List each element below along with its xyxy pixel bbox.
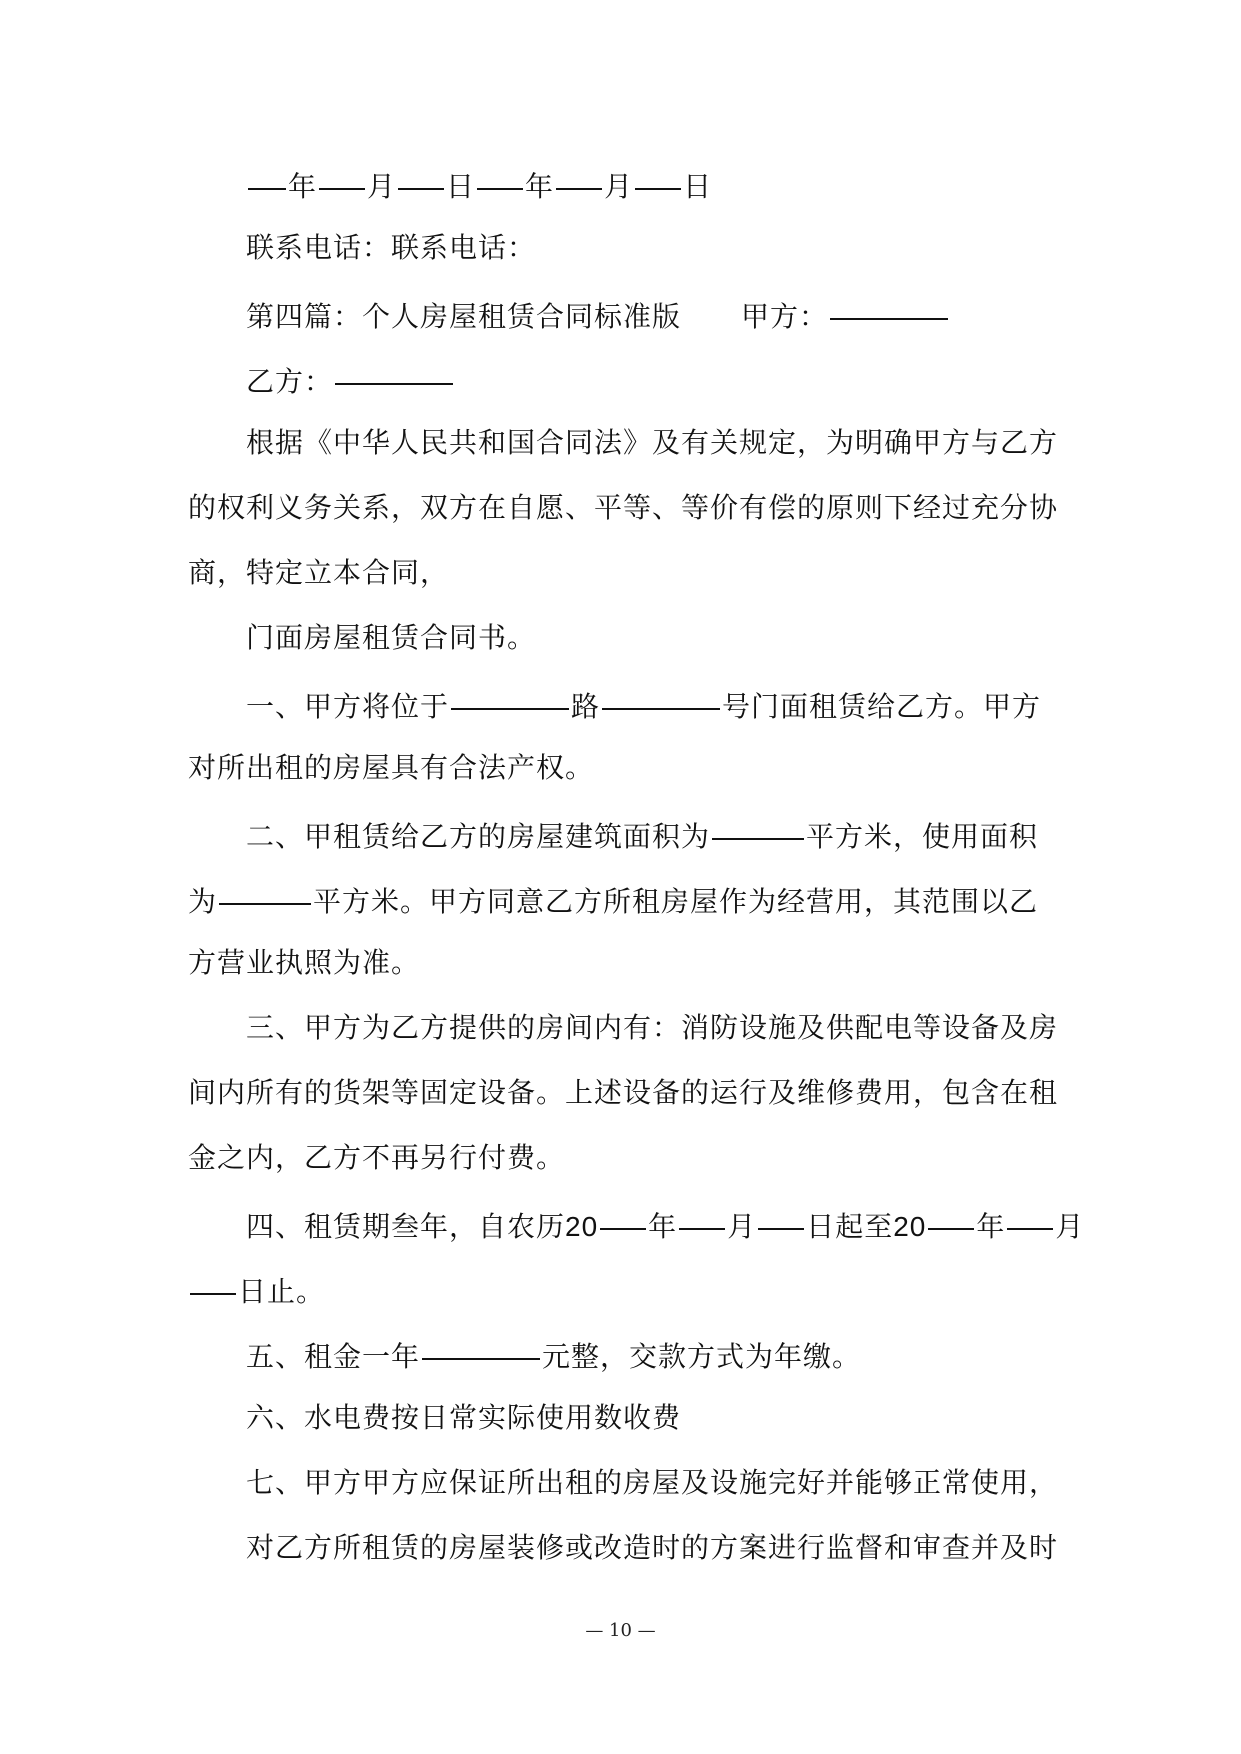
paragraph-line bbox=[188, 1133, 1068, 1198]
paragraph-line bbox=[188, 483, 1068, 548]
paragraph-text: 间内所有的货架等固定设备。上述设备的运行及维修费用，包含在租 bbox=[188, 1076, 1059, 1109]
date-unit: 日 bbox=[683, 170, 713, 203]
paragraph-text: 七、甲方甲方应保证所出租的房屋及设施完好并能够正常使用， bbox=[246, 1466, 1059, 1499]
clause-text: 二、甲租赁给乙方的房屋建筑面积为 bbox=[246, 820, 711, 853]
paragraph-text: 六、水电费按日常实际使用数收费 bbox=[246, 1401, 682, 1434]
party-b-line bbox=[188, 353, 1068, 418]
contract-heading-line bbox=[188, 613, 1068, 678]
date-unit: 年 bbox=[525, 170, 555, 203]
clause-3-line bbox=[188, 1003, 1068, 1068]
year-prefix: 20 bbox=[893, 1211, 927, 1242]
paragraph-text: 根据《中华人民共和国合同法》及有关规定，为明确甲方与乙方 bbox=[246, 426, 1059, 459]
clause-text: 一、甲方将位于 bbox=[246, 690, 450, 723]
contract-body bbox=[188, 158, 1085, 1588]
clause-text: 四、租赁期叁年，自农历 bbox=[246, 1210, 566, 1243]
paragraph-line bbox=[188, 1068, 1068, 1133]
blank-field bbox=[679, 1198, 725, 1230]
blank-field bbox=[319, 158, 365, 190]
year-prefix: 20 bbox=[565, 1211, 599, 1242]
blank-field bbox=[635, 158, 681, 190]
blank-field bbox=[422, 1328, 540, 1360]
date-unit: 年 bbox=[648, 1210, 678, 1243]
section-title: 第四篇：个人房屋租赁合同标准版 bbox=[246, 300, 682, 333]
date-unit: 年 bbox=[288, 170, 318, 203]
blank-field bbox=[398, 158, 444, 190]
paragraph-line bbox=[188, 938, 1068, 1003]
party-b-label: 乙方： bbox=[246, 365, 334, 398]
contract-heading: 门面房屋租赁合同书。 bbox=[246, 621, 537, 654]
blank-field bbox=[335, 353, 453, 385]
clause-1-line bbox=[188, 678, 1068, 743]
paragraph-line bbox=[188, 548, 1068, 613]
paragraph-text: 的权利义务关系，双方在自愿、平等、等价有偿的原则下经过充分协 bbox=[188, 491, 1059, 524]
date-unit: 日 bbox=[446, 170, 476, 203]
blank-field bbox=[928, 1198, 974, 1230]
paragraph-text: 金之内，乙方不再另行付费。 bbox=[188, 1141, 566, 1174]
clause-text: 为 bbox=[188, 885, 218, 918]
blank-field bbox=[600, 1198, 646, 1230]
date-unit: 年 bbox=[976, 1210, 1006, 1243]
date-line bbox=[188, 158, 1068, 223]
blank-field bbox=[758, 1198, 804, 1230]
paragraph-text: 商，特定立本合同， bbox=[188, 556, 450, 589]
clause-5-line bbox=[188, 1328, 1068, 1393]
blank-field bbox=[219, 873, 311, 905]
clause-text: 五、租金一年 bbox=[246, 1340, 421, 1373]
blank-field bbox=[830, 288, 948, 320]
paragraph-line bbox=[188, 743, 1068, 808]
date-unit: 月 bbox=[1055, 1210, 1085, 1243]
date-unit: 月 bbox=[604, 170, 634, 203]
section-title-line bbox=[188, 288, 1068, 353]
blank-field bbox=[556, 158, 602, 190]
blank-field bbox=[451, 678, 569, 710]
paragraph-text: 对所出租的房屋具有合法产权。 bbox=[188, 751, 595, 784]
paragraph-text: 三、甲方为乙方提供的房间内有：消防设施及供配电等设备及房 bbox=[246, 1011, 1059, 1044]
paragraph-line bbox=[188, 1523, 1068, 1588]
paragraph-line bbox=[188, 418, 1068, 483]
paragraph-line bbox=[188, 873, 1068, 938]
page-number: — 10 — bbox=[585, 1620, 656, 1641]
blank-field bbox=[1007, 1198, 1053, 1230]
blank-field bbox=[248, 158, 286, 190]
clause-4-line bbox=[188, 1198, 1085, 1263]
blank-field bbox=[477, 158, 523, 190]
clause-text: 路 bbox=[571, 690, 601, 723]
paragraph-text: 对乙方所租赁的房屋装修或改造时的方案进行监督和审查并及时 bbox=[246, 1531, 1059, 1564]
clause-text: 元整，交款方式为年缴。 bbox=[542, 1340, 862, 1373]
blank-field bbox=[190, 1263, 236, 1295]
contact-phone-text: 联系电话：联系电话： bbox=[246, 231, 537, 264]
party-a-label: 甲方： bbox=[741, 300, 829, 333]
clause-text: 日起至 bbox=[806, 1210, 894, 1243]
clause-7-line bbox=[188, 1458, 1068, 1523]
clause-text: 平方米。甲方同意乙方所租房屋作为经营用，其范围以乙 bbox=[313, 885, 1039, 918]
blank-field bbox=[712, 808, 804, 840]
paragraph-text: 方营业执照为准。 bbox=[188, 946, 421, 979]
date-unit: 月 bbox=[367, 170, 397, 203]
paragraph-line bbox=[188, 1263, 1068, 1328]
blank-field bbox=[602, 678, 720, 710]
clause-text: 平方米，使用面积 bbox=[806, 820, 1039, 853]
contact-phone-line bbox=[188, 223, 1068, 288]
clause-6-line bbox=[188, 1393, 1068, 1458]
date-unit: 月 bbox=[727, 1210, 757, 1243]
clause-2-line bbox=[188, 808, 1068, 873]
paragraph-text: 日止。 bbox=[238, 1275, 326, 1308]
clause-text: 号门面租赁给乙方。甲方 bbox=[722, 690, 1042, 723]
